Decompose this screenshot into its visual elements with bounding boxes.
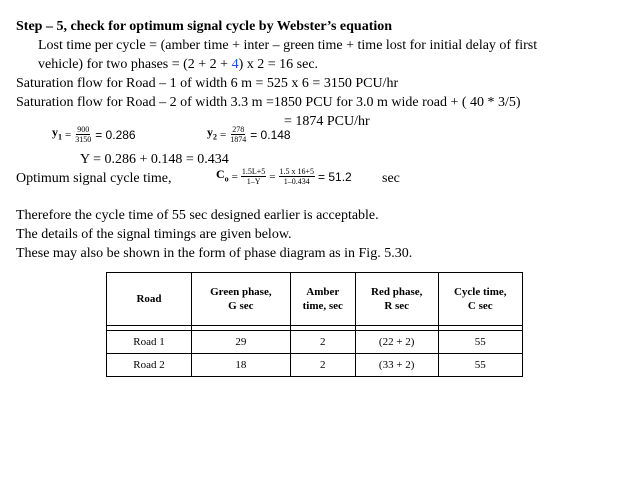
sat-flow-road-1: Saturation flow for Road – 1 of width 6 m = 525 x 6 = 3150 PCU/hr <box>16 76 399 91</box>
sat-flow-road-2-result: = 1874 PCU/hr <box>284 114 370 129</box>
y1-equation: $y_1$ = $\frac{900}{3150}$ = 0.286 <box>52 124 136 144</box>
y2-result: = 0.148 <box>250 127 291 142</box>
cell-green: 18 <box>192 354 291 377</box>
lost-time-highlight: 4 <box>231 57 239 72</box>
co-symbol: $C_o$ <box>216 166 229 184</box>
header-cycle: Cycle time, C sec <box>438 273 523 326</box>
y1-fraction: $\frac{900}{3150}$ <box>75 125 92 144</box>
co-equation: $C_o$ = $\frac{1.5L+5}{1-Y}$ = $\frac{1.5 x 16+5}{1-0.434}$ = 51.2 <box>216 166 352 186</box>
signal-timings-table <box>106 272 523 377</box>
y1-result: = 0.286 <box>95 127 136 142</box>
header-amber: Amber time, sec <box>290 273 355 326</box>
conclusion-line-2: The details of the signal timings are given below. <box>16 227 292 242</box>
conclusion-line-1: Therefore the cycle time of 55 sec designed earlier is acceptable. <box>16 208 379 223</box>
header-green: Green phase, G sec <box>192 273 291 326</box>
co-result: = 51.2 <box>318 169 352 184</box>
header-red: Red phase, R sec <box>355 273 438 326</box>
cell-cycle: 55 <box>438 354 523 377</box>
lost-time-text-a: vehicle) for two phases = (2 + 2 + <box>38 57 232 72</box>
co-fraction-2: $\frac{1.5 x 16+5}{1-0.434}$ <box>279 167 315 186</box>
cell-road: Road 2 <box>107 354 192 377</box>
cell-green: 29 <box>192 331 291 354</box>
optimum-label: Optimum signal cycle time, <box>16 171 172 186</box>
conclusion-line-3: These may also be shown in the form of phase diagram as in Fig. 5.30. <box>16 246 413 261</box>
table-header-row <box>107 273 523 326</box>
co-fraction-1: $\frac{1.5L+5}{1-Y}$ <box>241 167 266 186</box>
co-unit: sec <box>382 171 400 186</box>
table-row <box>107 354 523 377</box>
cell-red: (33 + 2) <box>355 354 438 377</box>
table-row <box>107 331 523 354</box>
lost-time-line-1: Lost time per cycle = (amber time + inter – green time + time lost for initial delay of first <box>38 38 538 53</box>
lost-time-text-b: ) x 2 = 16 sec. <box>238 57 319 72</box>
Y-sum-line: Y = 0.286 + 0.148 = 0.434 <box>80 152 229 167</box>
sat-flow-road-2: Saturation flow for Road – 2 of width 3.3 m =1850 PCU for 3.0 m wide road + ( 40 * 3/5) <box>16 95 521 110</box>
cell-amber: 2 <box>290 331 355 354</box>
lost-time-line-2 <box>38 56 318 73</box>
y1-symbol: $y_1$ <box>52 124 62 142</box>
cell-amber: 2 <box>290 354 355 377</box>
cell-cycle: 55 <box>438 331 523 354</box>
cell-road: Road 1 <box>107 331 192 354</box>
cell-red: (22 + 2) <box>355 331 438 354</box>
header-road: Road <box>107 273 192 326</box>
y2-symbol: $y_2$ <box>207 124 217 142</box>
y2-equation: $y_2$ = $\frac{278}{1874}$ = 0.148 <box>207 124 291 144</box>
step-heading: Step – 5, check for optimum signal cycle by Webster’s equation <box>16 19 393 34</box>
y2-fraction: $\frac{278}{1874}$ <box>230 125 247 144</box>
